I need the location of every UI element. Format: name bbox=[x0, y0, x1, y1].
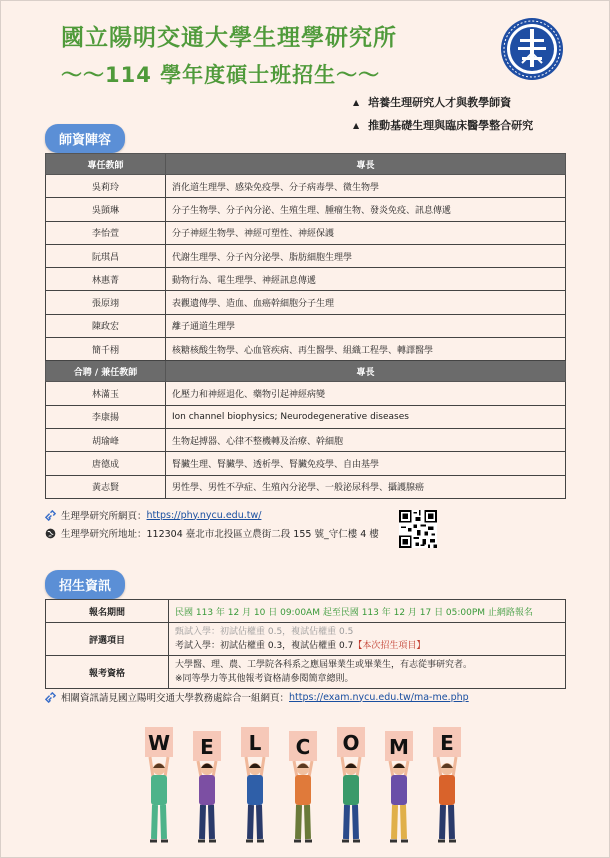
faculty-name: 吳莉玲 bbox=[46, 175, 166, 198]
table-row bbox=[46, 244, 566, 267]
address-info: 生理學研究所地址：112304 臺北市北投區立農街二段 155 號_守仁樓 4 樓 bbox=[45, 526, 379, 540]
table-row bbox=[46, 291, 566, 314]
faculty-table bbox=[45, 153, 566, 499]
table-row bbox=[46, 221, 566, 244]
goal-item: ▲ 培養生理研究人才與教學師資 bbox=[353, 96, 512, 109]
faculty-specialty: Ion channel biophysics; Neurodegenerative diseases bbox=[166, 405, 566, 428]
table-header-row bbox=[46, 361, 566, 382]
welcome-letter: E bbox=[200, 735, 214, 759]
welcome-letter: W bbox=[147, 731, 171, 755]
eval-label: 評選項目 bbox=[46, 623, 169, 656]
period-label: 報名期間 bbox=[46, 600, 169, 623]
table-row bbox=[46, 428, 566, 451]
qr-code bbox=[399, 510, 437, 548]
table-row bbox=[46, 600, 566, 623]
welcome-person bbox=[241, 727, 269, 841]
welcome-person bbox=[433, 727, 461, 841]
welcome-letter: L bbox=[248, 731, 262, 755]
page-subtitle: ～～114 學年度碩士班招生～～ bbox=[61, 63, 381, 87]
welcome-person bbox=[289, 731, 317, 841]
faculty-specialty: 動物行為、電生理學、神經訊息傳遞 bbox=[166, 268, 566, 291]
eval-value: 甄試入學：初試佔權重 0.5，複試佔權重 0.5 考試入學：初試佔權重 0.3，複試佔權重 0.7【本次招生項目】 bbox=[169, 623, 566, 656]
welcome-person bbox=[337, 727, 365, 841]
goal-item: ▲ 推動基礎生理與臨床醫學整合研究 bbox=[353, 119, 534, 132]
welcome-person bbox=[385, 731, 413, 841]
table-header-row bbox=[46, 154, 566, 175]
faculty-name: 李怡萱 bbox=[46, 221, 166, 244]
website-link[interactable]: https://phy.nycu.edu.tw/ bbox=[146, 509, 262, 521]
faculty-name: 黃志賢 bbox=[46, 475, 166, 498]
table-row bbox=[46, 475, 566, 498]
faculty-name: 林滿玉 bbox=[46, 382, 166, 405]
globe-icon bbox=[45, 528, 56, 539]
table-row bbox=[46, 405, 566, 428]
column-header: 合聘 / 兼任教師 bbox=[46, 361, 166, 382]
table-row bbox=[46, 452, 566, 475]
exam-link[interactable]: https://exam.nycu.edu.tw/ma-me.php bbox=[289, 691, 469, 703]
faculty-specialty: 核糖核酸生物學、心血管疾病、再生醫學、組織工程學、轉譯醫學 bbox=[166, 338, 566, 361]
welcome-letter: C bbox=[295, 735, 311, 759]
faculty-name: 簡千栩 bbox=[46, 338, 166, 361]
website-info: 生理學研究所網頁： https://phy.nycu.edu.tw/ bbox=[45, 508, 261, 522]
goals-list bbox=[353, 94, 533, 140]
admission-table bbox=[45, 599, 566, 689]
welcome-letter: O bbox=[342, 731, 360, 755]
table-row bbox=[46, 314, 566, 337]
table-row bbox=[46, 623, 566, 656]
faculty-specialty: 離子通道生理學 bbox=[166, 314, 566, 337]
welcome-letter: M bbox=[389, 735, 409, 759]
faculty-specialty: 消化道生理學、感染免疫學、分子病毒學、微生物學 bbox=[166, 175, 566, 198]
faculty-name: 唐德成 bbox=[46, 452, 166, 475]
faculty-specialty: 男性學、男性不孕症、生殖內分泌學、一般泌尿科學、攝護腺癌 bbox=[166, 475, 566, 498]
qual-label: 報考資格 bbox=[46, 656, 169, 689]
period-value: 民國 113 年 12 月 10 日 09:00AM 起至民國 113 年 12 月 17 日 05:00PM 止網路報名 bbox=[169, 600, 566, 623]
faculty-section-label: 師資陣容 bbox=[45, 124, 125, 153]
table-row bbox=[46, 338, 566, 361]
link-icon bbox=[45, 510, 56, 521]
page-title: 國立陽明交通大學生理學研究所 bbox=[61, 25, 397, 51]
university-logo bbox=[500, 17, 564, 81]
column-header: 專長 bbox=[166, 154, 566, 175]
welcome-illustration bbox=[141, 719, 471, 849]
admission-section-label: 招生資訊 bbox=[45, 570, 125, 599]
more-info: 相關資訊請見國立陽明交通大學教務處綜合一組網頁： https://exam.nycu.edu.tw/ma-me.php bbox=[45, 690, 469, 704]
faculty-name: 林惠菁 bbox=[46, 268, 166, 291]
welcome-person bbox=[145, 727, 173, 841]
table-row bbox=[46, 268, 566, 291]
table-row bbox=[46, 382, 566, 405]
faculty-specialty: 分子生物學、分子內分泌、生殖生理、腫瘤生物、發炎免疫、訊息傳遞 bbox=[166, 198, 566, 221]
triangle-bullet-icon: ▲ bbox=[353, 120, 360, 130]
triangle-bullet-icon: ▲ bbox=[353, 97, 360, 107]
table-row bbox=[46, 175, 566, 198]
faculty-name: 吳顗琳 bbox=[46, 198, 166, 221]
table-row bbox=[46, 656, 566, 689]
link-icon bbox=[45, 692, 56, 703]
faculty-specialty: 分子神經生物學、神經可塑性、神經保護 bbox=[166, 221, 566, 244]
welcome-letter: E bbox=[440, 731, 454, 755]
column-header: 專任教師 bbox=[46, 154, 166, 175]
faculty-name: 胡瑜峰 bbox=[46, 428, 166, 451]
welcome-person bbox=[193, 731, 221, 841]
faculty-specialty: 腎臟生理、腎臟學、透析學、腎臟免疫學、自由基學 bbox=[166, 452, 566, 475]
faculty-specialty: 代謝生理學、分子內分泌學、脂肪細胞生理學 bbox=[166, 244, 566, 267]
qual-value: 大學醫、理、農、工學院各科系之應屆畢業生或畢業生，有志從事研究者。 ※同等學力等其他報考資格請參閱簡章總則。 bbox=[169, 656, 566, 689]
faculty-specialty: 化壓力和神經退化、藥物引起神經病變 bbox=[166, 382, 566, 405]
faculty-name: 陳政宏 bbox=[46, 314, 166, 337]
table-row bbox=[46, 198, 566, 221]
faculty-name: 李康揚 bbox=[46, 405, 166, 428]
column-header: 專長 bbox=[166, 361, 566, 382]
faculty-name: 阮琪昌 bbox=[46, 244, 166, 267]
faculty-specialty: 生物起搏器、心律不整機轉及治療、幹細胞 bbox=[166, 428, 566, 451]
faculty-specialty: 表觀遺傳學、造血、血癌幹細胞分子生理 bbox=[166, 291, 566, 314]
faculty-name: 張原翊 bbox=[46, 291, 166, 314]
